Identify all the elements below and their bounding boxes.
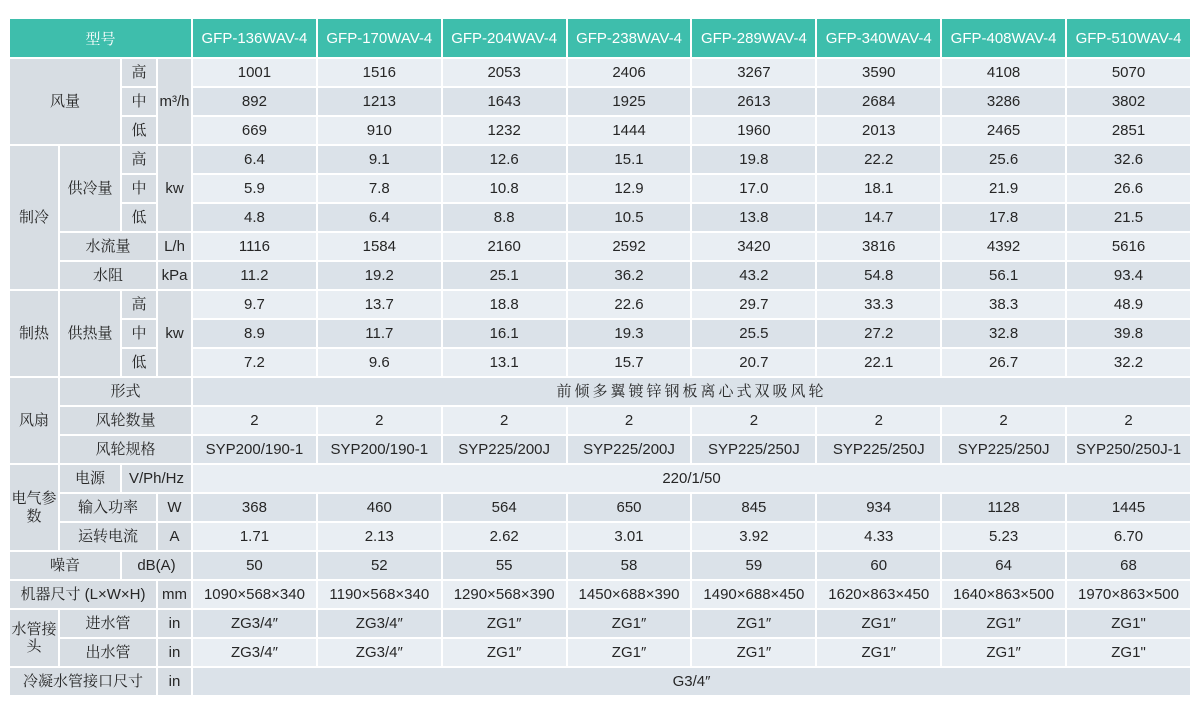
spec-value: ZG1″ bbox=[568, 639, 691, 666]
spec-value: 2 bbox=[318, 407, 441, 434]
row-label: 出水管 bbox=[60, 639, 156, 666]
spec-value: 2 bbox=[817, 407, 940, 434]
spec-value: 18.1 bbox=[817, 175, 940, 202]
spec-value: 934 bbox=[817, 494, 940, 521]
spec-value: SYP225/250J bbox=[817, 436, 940, 463]
row-label: 低 bbox=[122, 204, 156, 231]
row-label: 供冷量 bbox=[60, 146, 120, 231]
spec-value: 1450×688×390 bbox=[568, 581, 691, 608]
spec-value: ZG1″ bbox=[692, 610, 815, 637]
spec-value: 15.1 bbox=[568, 146, 691, 173]
spec-value: 54.8 bbox=[817, 262, 940, 289]
spec-value: SYP225/200J bbox=[443, 436, 566, 463]
unit-label: in bbox=[158, 668, 191, 695]
spec-value: 39.8 bbox=[1067, 320, 1190, 347]
unit-label: in bbox=[158, 610, 191, 637]
row-label: 高 bbox=[122, 59, 156, 86]
spec-value: 13.8 bbox=[692, 204, 815, 231]
spec-value: 32.8 bbox=[942, 320, 1065, 347]
table-row bbox=[10, 465, 1190, 492]
spec-value: 19.3 bbox=[568, 320, 691, 347]
row-label: 低 bbox=[122, 349, 156, 376]
spec-value: 4392 bbox=[942, 233, 1065, 260]
row-label: 运转电流 bbox=[60, 523, 156, 550]
table-row bbox=[10, 552, 1190, 579]
spec-value: 32.6 bbox=[1067, 146, 1190, 173]
spec-value: 2013 bbox=[817, 117, 940, 144]
spec-value: 21.9 bbox=[942, 175, 1065, 202]
table-row bbox=[10, 233, 1190, 260]
table-row bbox=[10, 668, 1190, 695]
spec-value: 2406 bbox=[568, 59, 691, 86]
model-header: GFP-204WAV-4 bbox=[443, 19, 566, 57]
spec-value: 1116 bbox=[193, 233, 316, 260]
spec-value: 1444 bbox=[568, 117, 691, 144]
spec-value: 52 bbox=[318, 552, 441, 579]
unit-label: kPa bbox=[158, 262, 191, 289]
spec-value: 1620×863×450 bbox=[817, 581, 940, 608]
table-row bbox=[10, 610, 1190, 637]
model-header: GFP-408WAV-4 bbox=[942, 19, 1065, 57]
spec-value: SYP225/200J bbox=[568, 436, 691, 463]
spec-value: 8.9 bbox=[193, 320, 316, 347]
spec-value: 2.62 bbox=[443, 523, 566, 550]
spec-value: 48.9 bbox=[1067, 291, 1190, 318]
group-label-cooling: 制冷 bbox=[10, 146, 58, 289]
spec-value: ZG1" bbox=[1067, 610, 1190, 637]
spec-value: 25.5 bbox=[692, 320, 815, 347]
unit-label: L/h bbox=[158, 233, 191, 260]
row-label: 高 bbox=[122, 146, 156, 173]
spec-value: 56.1 bbox=[942, 262, 1065, 289]
spec-value: 3.92 bbox=[692, 523, 815, 550]
spec-value: 5.23 bbox=[942, 523, 1065, 550]
table-row bbox=[10, 262, 1190, 289]
spec-value: SYP200/190-1 bbox=[193, 436, 316, 463]
spec-value: 1232 bbox=[443, 117, 566, 144]
spec-value: SYP225/250J bbox=[942, 436, 1065, 463]
spec-value: ZG3/4″ bbox=[318, 639, 441, 666]
row-label: 风轮数量 bbox=[60, 407, 191, 434]
spec-value: 59 bbox=[692, 552, 815, 579]
group-label-airflow: 风量 bbox=[10, 59, 120, 144]
spec-value: 1001 bbox=[193, 59, 316, 86]
spec-value: 6.4 bbox=[318, 204, 441, 231]
table-row bbox=[10, 59, 1190, 86]
table-row bbox=[10, 146, 1190, 173]
model-column-header: 型号 bbox=[10, 19, 191, 57]
spec-value: 7.2 bbox=[193, 349, 316, 376]
spec-value: 2465 bbox=[942, 117, 1065, 144]
spec-value: ZG3/4″ bbox=[193, 610, 316, 637]
spec-value: 11.2 bbox=[193, 262, 316, 289]
spec-value: 2 bbox=[443, 407, 566, 434]
table-row bbox=[10, 407, 1190, 434]
spec-value: 前倾多翼镀锌钢板离心式双吸风轮 bbox=[193, 378, 1190, 405]
spec-value: 26.7 bbox=[942, 349, 1065, 376]
spec-value: 22.2 bbox=[817, 146, 940, 173]
spec-value: 5070 bbox=[1067, 59, 1190, 86]
spec-value: 15.7 bbox=[568, 349, 691, 376]
spec-value: 2053 bbox=[443, 59, 566, 86]
spec-value: 13.7 bbox=[318, 291, 441, 318]
spec-value: 2.13 bbox=[318, 523, 441, 550]
spec-value: 1584 bbox=[318, 233, 441, 260]
spec-value: 6.70 bbox=[1067, 523, 1190, 550]
unit-label: mm bbox=[158, 581, 191, 608]
row-label: 形式 bbox=[60, 378, 191, 405]
table-row bbox=[10, 581, 1190, 608]
row-label: 噪音 bbox=[10, 552, 120, 579]
spec-value: 845 bbox=[692, 494, 815, 521]
spec-value: 9.1 bbox=[318, 146, 441, 173]
spec-value: 14.7 bbox=[817, 204, 940, 231]
spec-value: 2 bbox=[1067, 407, 1190, 434]
spec-value: 10.5 bbox=[568, 204, 691, 231]
spec-value: 2 bbox=[692, 407, 815, 434]
table-row bbox=[10, 494, 1190, 521]
unit-label: A bbox=[158, 523, 191, 550]
spec-value: 50 bbox=[193, 552, 316, 579]
model-header: GFP-170WAV-4 bbox=[318, 19, 441, 57]
spec-value: 1970×863×500 bbox=[1067, 581, 1190, 608]
spec-value: 2 bbox=[942, 407, 1065, 434]
spec-value: ZG1″ bbox=[942, 639, 1065, 666]
group-label-heating: 制热 bbox=[10, 291, 58, 376]
spec-value: ZG3/4″ bbox=[193, 639, 316, 666]
spec-value: SYP250/250J-1 bbox=[1067, 436, 1190, 463]
spec-value: ZG1″ bbox=[568, 610, 691, 637]
spec-value: 9.6 bbox=[318, 349, 441, 376]
row-label: 进水管 bbox=[60, 610, 156, 637]
spec-value: 25.6 bbox=[942, 146, 1065, 173]
spec-value: 10.8 bbox=[443, 175, 566, 202]
spec-value: 1640×863×500 bbox=[942, 581, 1065, 608]
row-label: 冷凝水管接口尺寸 bbox=[10, 668, 156, 695]
spec-value: 1213 bbox=[318, 88, 441, 115]
spec-value: 2684 bbox=[817, 88, 940, 115]
spec-value: 3267 bbox=[692, 59, 815, 86]
spec-value: 18.8 bbox=[443, 291, 566, 318]
spec-value: 21.5 bbox=[1067, 204, 1190, 231]
spec-value: ZG1″ bbox=[443, 639, 566, 666]
spec-value: 16.1 bbox=[443, 320, 566, 347]
spec-value: 1.71 bbox=[193, 523, 316, 550]
spec-value: 32.2 bbox=[1067, 349, 1190, 376]
spec-value: 669 bbox=[193, 117, 316, 144]
spec-value: 26.6 bbox=[1067, 175, 1190, 202]
model-header: GFP-340WAV-4 bbox=[817, 19, 940, 57]
spec-value: SYP225/250J bbox=[692, 436, 815, 463]
row-label: 中 bbox=[122, 175, 156, 202]
spec-value: 2613 bbox=[692, 88, 815, 115]
unit-label: V/Ph/Hz bbox=[122, 465, 191, 492]
spec-value: ZG1″ bbox=[692, 639, 815, 666]
table-row bbox=[10, 639, 1190, 666]
spec-value: 1090×568×340 bbox=[193, 581, 316, 608]
table-row bbox=[10, 523, 1190, 550]
table-row bbox=[10, 378, 1190, 405]
spec-value: 64 bbox=[942, 552, 1065, 579]
spec-value: 368 bbox=[193, 494, 316, 521]
spec-value: ZG1″ bbox=[942, 610, 1065, 637]
spec-value: 55 bbox=[443, 552, 566, 579]
table-row bbox=[10, 436, 1190, 463]
row-label: 供热量 bbox=[60, 291, 120, 376]
spec-value: 1290×568×390 bbox=[443, 581, 566, 608]
spec-value: 4108 bbox=[942, 59, 1065, 86]
group-label-electrical: 电气参数 bbox=[10, 465, 58, 550]
spec-value: 564 bbox=[443, 494, 566, 521]
spec-value: 2851 bbox=[1067, 117, 1190, 144]
spec-value: 4.8 bbox=[193, 204, 316, 231]
spec-value: ZG3/4″ bbox=[318, 610, 441, 637]
spec-value: 43.2 bbox=[692, 262, 815, 289]
group-label-pipes: 水管接头 bbox=[10, 610, 58, 666]
spec-value: ZG1″ bbox=[817, 610, 940, 637]
row-label: 输入功率 bbox=[60, 494, 156, 521]
spec-value: 4.33 bbox=[817, 523, 940, 550]
spec-value: 3.01 bbox=[568, 523, 691, 550]
spec-value: 220/1/50 bbox=[193, 465, 1190, 492]
spec-value: 1516 bbox=[318, 59, 441, 86]
row-label: 中 bbox=[122, 88, 156, 115]
spec-value: ZG1″ bbox=[443, 610, 566, 637]
spec-value: 36.2 bbox=[568, 262, 691, 289]
table-row bbox=[10, 291, 1190, 318]
spec-value: 19.2 bbox=[318, 262, 441, 289]
spec-value: 58 bbox=[568, 552, 691, 579]
spec-value: 12.6 bbox=[443, 146, 566, 173]
spec-value: 2 bbox=[193, 407, 316, 434]
spec-value: 2160 bbox=[443, 233, 566, 260]
unit-label: W bbox=[158, 494, 191, 521]
spec-value: 22.6 bbox=[568, 291, 691, 318]
spec-value: 650 bbox=[568, 494, 691, 521]
spec-value: 1128 bbox=[942, 494, 1065, 521]
unit-label: kw bbox=[158, 146, 191, 231]
row-label: 低 bbox=[122, 117, 156, 144]
spec-value: 38.3 bbox=[942, 291, 1065, 318]
spec-value: 17.0 bbox=[692, 175, 815, 202]
row-label: 水流量 bbox=[60, 233, 156, 260]
spec-value: 20.7 bbox=[692, 349, 815, 376]
spec-value: 8.8 bbox=[443, 204, 566, 231]
unit-label: kw bbox=[158, 291, 191, 376]
spec-value: 2592 bbox=[568, 233, 691, 260]
spec-value: 3802 bbox=[1067, 88, 1190, 115]
spec-value: 22.1 bbox=[817, 349, 940, 376]
spec-value: 1643 bbox=[443, 88, 566, 115]
row-label: 风轮规格 bbox=[60, 436, 191, 463]
spec-value: 1445 bbox=[1067, 494, 1190, 521]
spec-value: 1925 bbox=[568, 88, 691, 115]
header-row bbox=[10, 19, 1190, 57]
spec-value: 17.8 bbox=[942, 204, 1065, 231]
spec-value: 892 bbox=[193, 88, 316, 115]
spec-value: 910 bbox=[318, 117, 441, 144]
spec-value: 3286 bbox=[942, 88, 1065, 115]
spec-value: 5616 bbox=[1067, 233, 1190, 260]
spec-value: ZG1″ bbox=[817, 639, 940, 666]
spec-value: 1490×688×450 bbox=[692, 581, 815, 608]
spec-value: 5.9 bbox=[193, 175, 316, 202]
spec-value: 9.7 bbox=[193, 291, 316, 318]
spec-value: 3590 bbox=[817, 59, 940, 86]
spec-value: 19.8 bbox=[692, 146, 815, 173]
model-header: GFP-289WAV-4 bbox=[692, 19, 815, 57]
row-label: 中 bbox=[122, 320, 156, 347]
spec-value: G3/4″ bbox=[193, 668, 1190, 695]
spec-value: 1190×568×340 bbox=[318, 581, 441, 608]
spec-value: 1960 bbox=[692, 117, 815, 144]
spec-value: 27.2 bbox=[817, 320, 940, 347]
model-header: GFP-136WAV-4 bbox=[193, 19, 316, 57]
spec-value: 12.9 bbox=[568, 175, 691, 202]
row-label: 高 bbox=[122, 291, 156, 318]
spec-value: 93.4 bbox=[1067, 262, 1190, 289]
spec-value: 7.8 bbox=[318, 175, 441, 202]
unit-label: in bbox=[158, 639, 191, 666]
spec-value: 11.7 bbox=[318, 320, 441, 347]
spec-value: 6.4 bbox=[193, 146, 316, 173]
row-label: 机器尺寸 (L×W×H) bbox=[10, 581, 156, 608]
spec-value: SYP200/190-1 bbox=[318, 436, 441, 463]
spec-value: ZG1" bbox=[1067, 639, 1190, 666]
spec-value: 2 bbox=[568, 407, 691, 434]
model-header: GFP-238WAV-4 bbox=[568, 19, 691, 57]
row-label: 电源 bbox=[60, 465, 120, 492]
spec-value: 60 bbox=[817, 552, 940, 579]
spec-value: 33.3 bbox=[817, 291, 940, 318]
model-header: GFP-510WAV-4 bbox=[1067, 19, 1190, 57]
spec-value: 29.7 bbox=[692, 291, 815, 318]
spec-value: 3816 bbox=[817, 233, 940, 260]
group-label-fan: 风扇 bbox=[10, 378, 58, 463]
spec-table bbox=[8, 17, 1192, 697]
row-label: 水阻 bbox=[60, 262, 156, 289]
unit-label: dB(A) bbox=[122, 552, 191, 579]
unit-label: m³/h bbox=[158, 59, 191, 144]
spec-value: 460 bbox=[318, 494, 441, 521]
spec-value: 68 bbox=[1067, 552, 1190, 579]
spec-value: 3420 bbox=[692, 233, 815, 260]
spec-value: 13.1 bbox=[443, 349, 566, 376]
spec-value: 25.1 bbox=[443, 262, 566, 289]
